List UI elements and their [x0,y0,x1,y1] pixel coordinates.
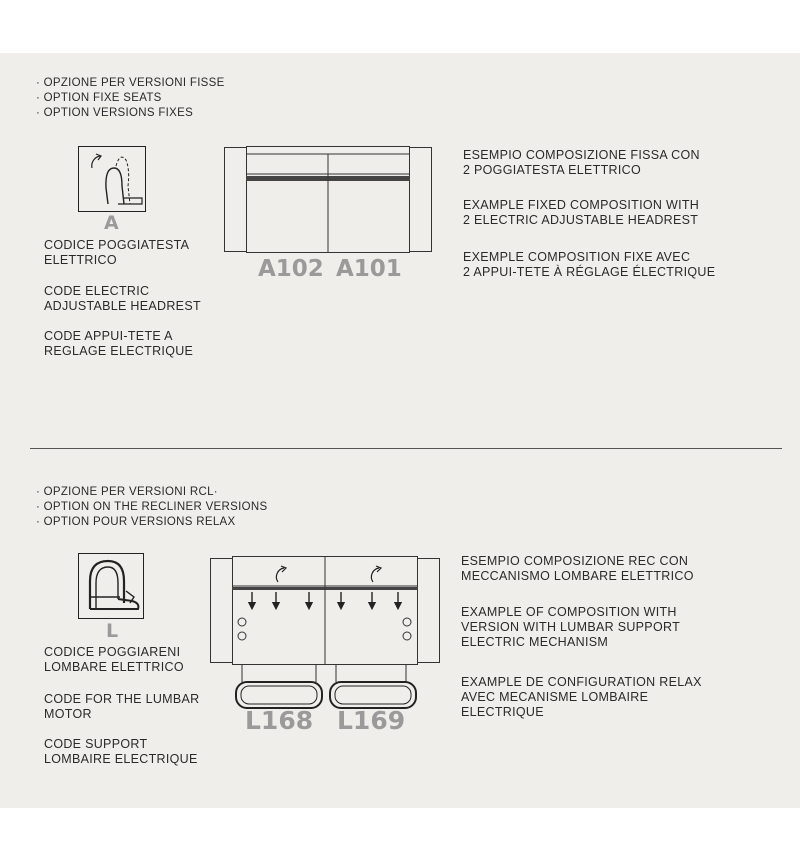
recliner-header-en: · OPTION ON THE RECLINER VERSIONS [36,501,268,513]
model-label-l168: L168 [245,706,314,735]
lumbar-support-icon [78,553,144,619]
recliner-icon-letter: L [106,620,119,642]
fixed-code-it: CODICE POGGIATESTA ELETTRICO [44,238,190,267]
fixed-code-fr: CODE APPUI-TETE A REGLAGE ELECTRIQUE [44,329,194,358]
recliner-example-en: EXAMPLE OF COMPOSITION WITH VERSION WITH LUMBAR SUPPORT ELECTRIC MECHANISM [461,605,681,649]
fixed-header-fr: · OPTION VERSIONS FIXES [36,107,194,119]
recliner-header-fr: · OPTION POUR VERSIONS RELAX [36,516,236,528]
section-divider [30,448,782,449]
fixed-code-en: CODE ELECTRIC ADJUSTABLE HEADREST [44,284,201,313]
recliner-code-en: CODE FOR THE LUMBAR MOTOR [44,692,200,721]
fixed-example-en: EXAMPLE FIXED COMPOSITION WITH 2 ELECTRIC ADJUSTABLE HEADREST [463,198,700,227]
fixed-header-en: · OPTION FIXE SEATS [36,92,162,104]
model-label-a102: A102 [258,256,324,282]
fixed-example-fr: EXEMPLE COMPOSITION FIXE AVEC 2 APPUI-TETE À RÉGLAGE ÉLECTRIQUE [463,250,716,279]
recliner-code-it: CODICE POGGIARENI LOMBARE ELETTRICO [44,645,184,674]
fixed-sofa-diagram [224,146,432,254]
fixed-icon-letter: A [104,212,119,234]
model-label-a101: A101 [336,256,402,282]
headrest-recline-icon [78,146,146,212]
fixed-header-it: · OPZIONE PER VERSIONI FISSE [36,77,225,89]
recliner-example-it: ESEMPIO COMPOSIZIONE REC CON MECCANISMO LOMBARE ELETTRICO [461,554,694,583]
recliner-code-fr: CODE SUPPORT LOMBAIRE ELECTRIQUE [44,737,198,766]
model-label-l169: L169 [337,706,406,735]
fixed-example-it: ESEMPIO COMPOSIZIONE FISSA CON 2 POGGIATESTA ELETTRICO [463,148,700,177]
recliner-header-it: · OPZIONE PER VERSIONI RCL· [36,486,218,498]
recliner-sofa-diagram [210,556,440,712]
recliner-example-fr: EXAMPLE DE CONFIGURATION RELAX AVEC MECANISME LOMBAIRE ELECTRIQUE [461,675,702,719]
